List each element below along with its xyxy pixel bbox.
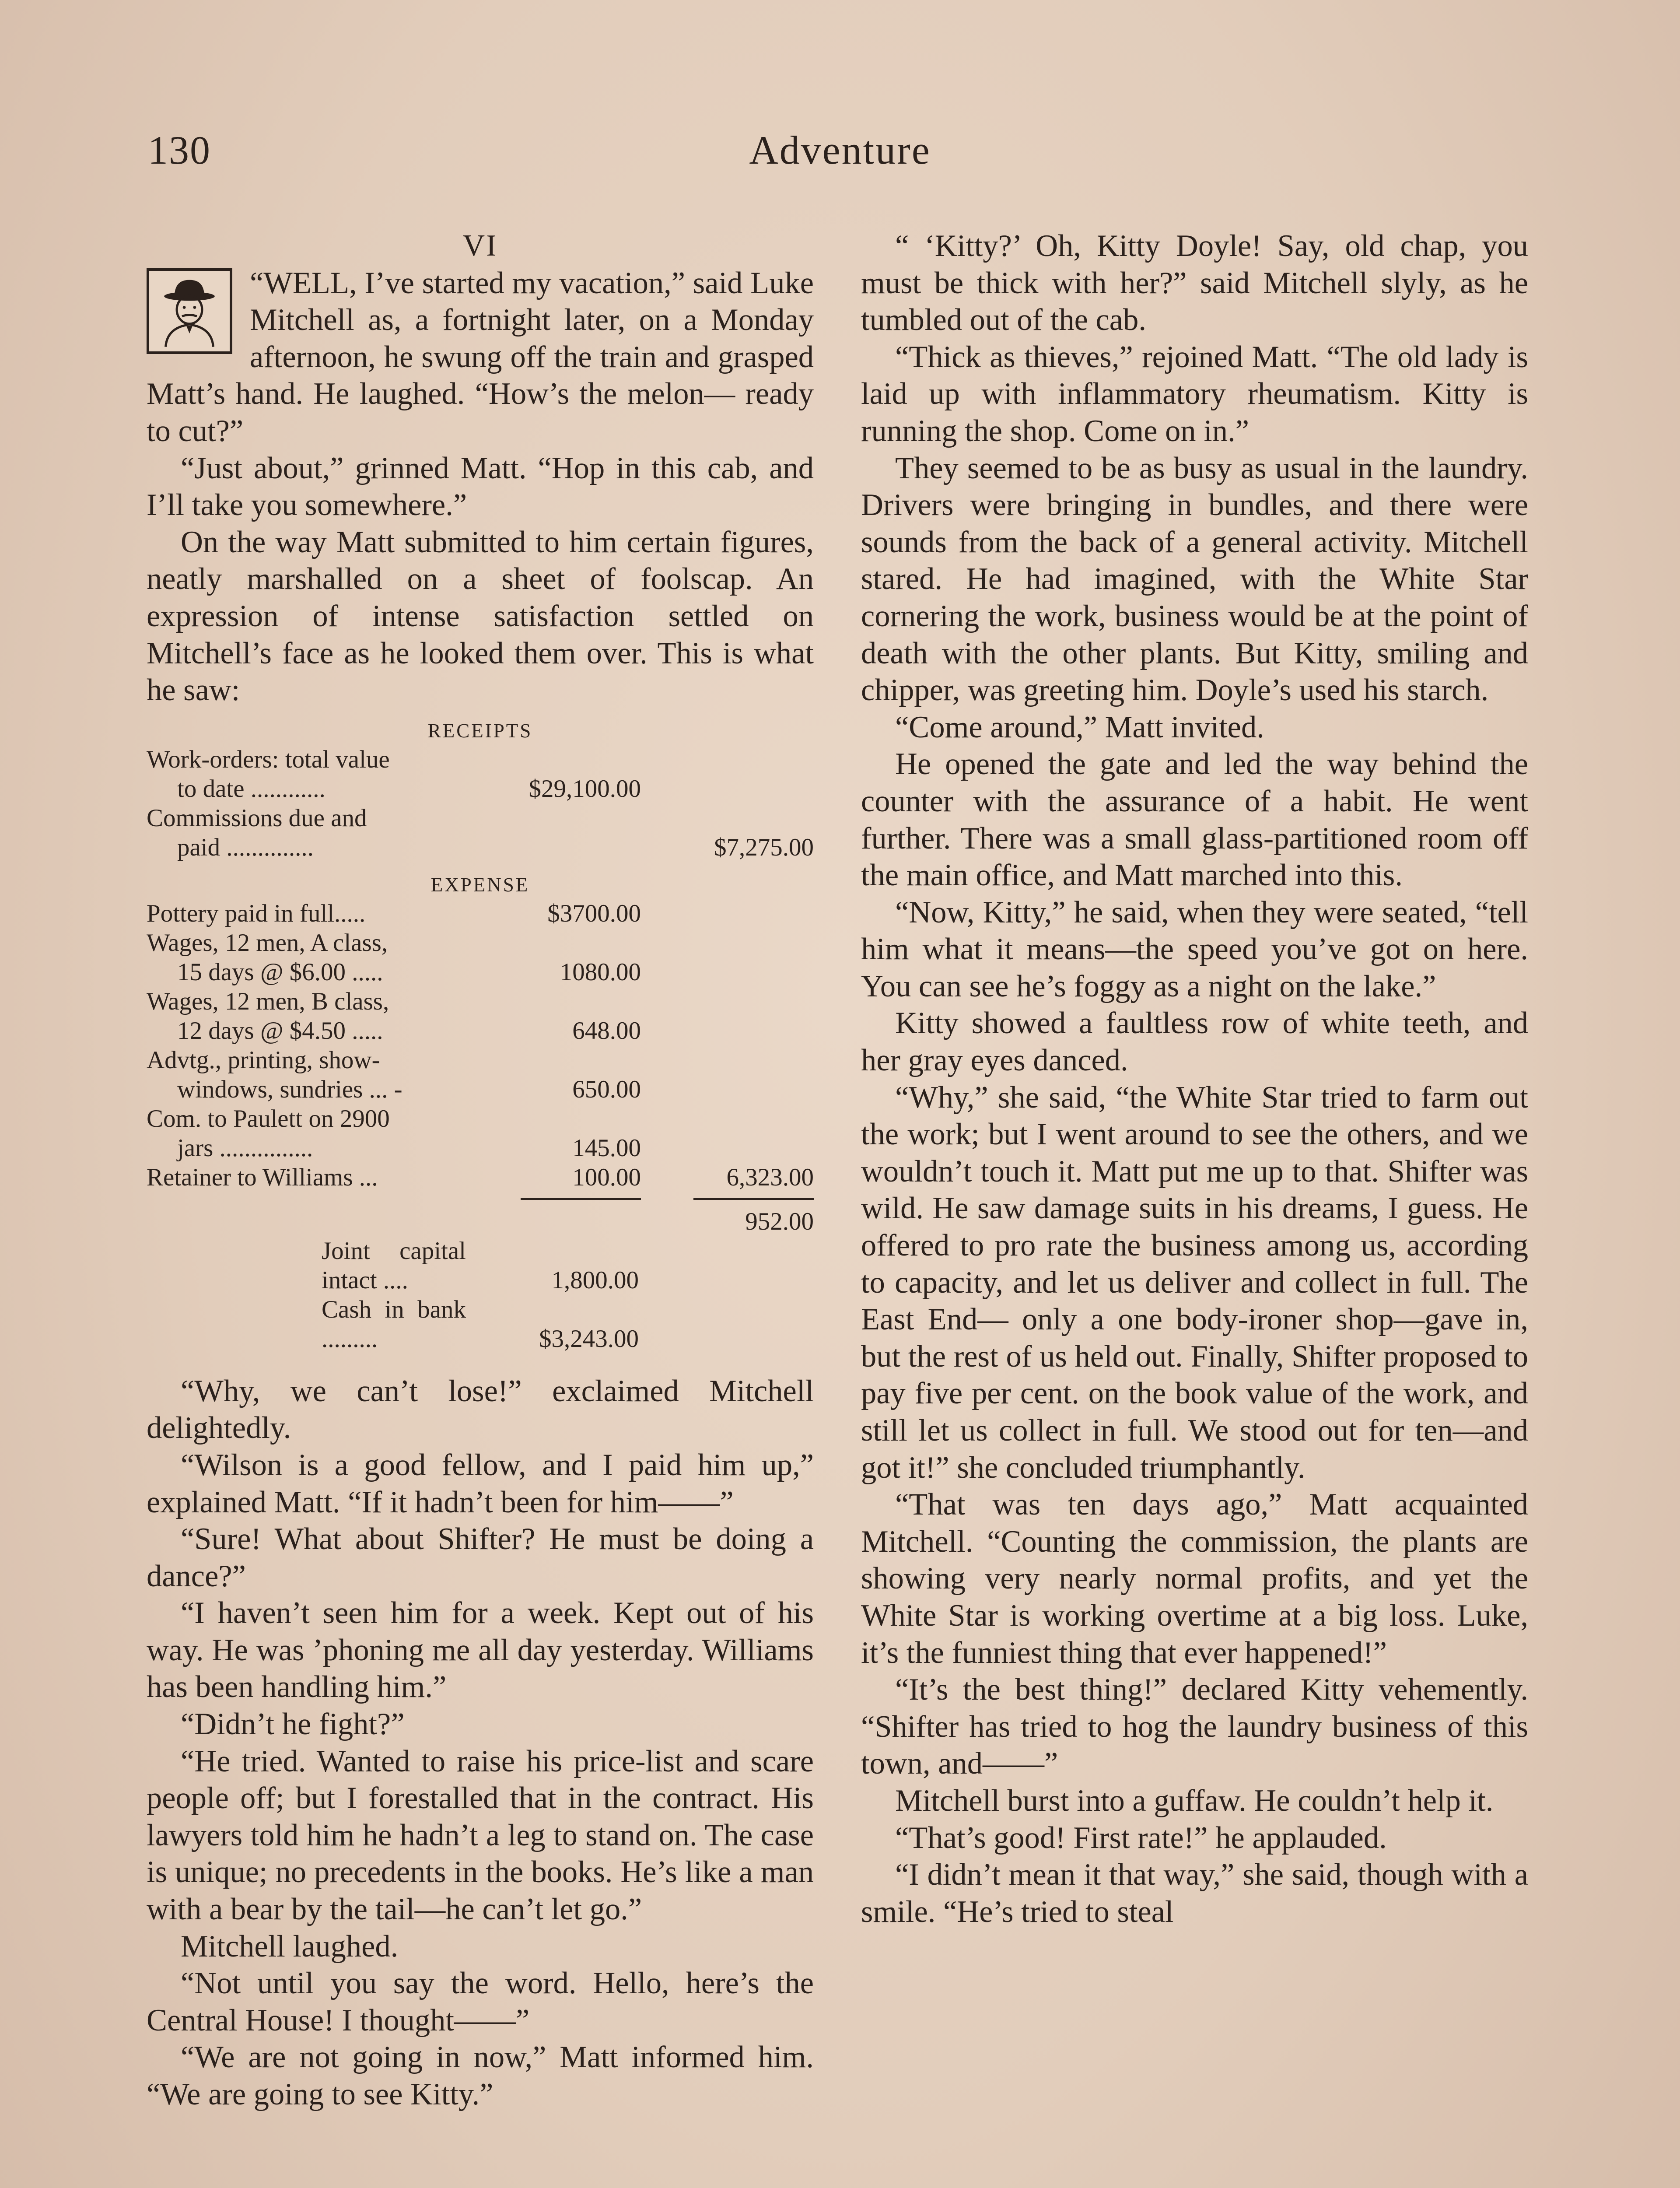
- ledger-label: Com. to Paulett on 2900: [147, 1105, 390, 1133]
- paragraph: “Not until you say the word. Hello, here’s the Central House! I thought——”: [147, 1966, 814, 2037]
- ledger-total: $3,243.00: [539, 1325, 639, 1353]
- financial-statement: [147, 717, 814, 1353]
- paragraph: “I didn’t mean it that way,” she said, though with a smile. “He’s tried to steal: [861, 1858, 1528, 1929]
- ledger-amount: 100.00: [572, 1163, 641, 1191]
- paragraph: “Just about,” grinned Matt. “Hop in this cab, and I’ll take you somewhere.”: [147, 451, 814, 522]
- ledger-row: [147, 745, 814, 803]
- ledger-amount: $3700.00: [547, 899, 641, 927]
- ledger-row: [147, 1045, 814, 1104]
- paragraph: “Why,” she said, “the White Star tried to farm out the work; but I went around to see the others, and we wouldn’t touch it. Matt put me up to that. Shifter was wild. He saw damage suits in his dreams, I guess. He offered to pro rate the business among us, according to capacity, and let us deliver and collect in full. The East End— only a one body-ironer shop—gave in, but the rest of us held out. Finally, Shifter proposed to pay five per cent. on the book value of the work, and still let us collect in full. We stood out for ten—and got it!” she concluded triumphantly.: [861, 1080, 1528, 1485]
- paragraph: He opened the gate and led the way behind the counter with the assurance of a habit. He went further. There was a small glass-partitioned room off the main office, and Matt marched into this.: [861, 747, 1528, 893]
- ledger-label: Wages, 12 men, B class,: [147, 987, 389, 1015]
- paragraph: “That’s good! First rate!” he applauded.: [895, 1820, 1387, 1855]
- ledger-row: [147, 1163, 814, 1192]
- paragraph: “Didn’t he fight?”: [181, 1707, 405, 1742]
- left-column: [147, 228, 814, 2113]
- man-in-bowler-hat-icon: [152, 274, 227, 348]
- ledger-amount: 145.00: [572, 1134, 641, 1162]
- ledger-row: [147, 1104, 814, 1163]
- paragraph: Kitty showed a faultless row of white teeth, and her gray eyes danced.: [861, 1006, 1528, 1078]
- paragraph: “Thick as thieves,” rejoined Matt. “The old lady is laid up with inflammatory rheumatism. Kitty is running the shop. Come on in.”: [861, 340, 1528, 448]
- ledger-label: Joint capital intact ....: [322, 1237, 466, 1294]
- page-number: 130: [148, 128, 211, 172]
- paragraph: “It’s the best thing!” declared Kitty vehemently. “Shifter has tried to hog the laundry business of this town, and——”: [861, 1673, 1528, 1781]
- paragraph: “He tried. Wanted to raise his price-list and scare people off; but I forestalled that in the contract. His lawyers told him he hadn’t a leg to stand on. The case is unique; no precedents in the books. He’s like a man with a bear by the tail—he can’t let go.”: [147, 1744, 814, 1927]
- ledger-label-cont: 12 days @ $4.50 .....: [177, 1017, 383, 1045]
- paragraph: “We are not going in now,” Matt informed him. “We are going to see Kitty.”: [147, 2040, 814, 2111]
- paragraph: “WELL, I’ve started my vacation,” said Luke Mitchell as, a fortnight later, on a Monday afternoon, he swung off the train and grasped Matt’s hand. He laughed. “How’s the melon— ready to cut?”: [147, 266, 814, 448]
- ledger-label: Retainer to Williams ...: [147, 1163, 378, 1191]
- ledger-row: [147, 928, 814, 987]
- paragraph: “I haven’t seen him for a week. Kept out of his way. He was ’phoning me all day yesterday. Williams has been handling him.”: [147, 1596, 814, 1704]
- paragraph: “That was ten days ago,” Matt acquainted Mitchell. “Counting the commission, the plants are showing very nearly normal profits, and yet the White Star is working overtime at a big loss. Luke, it’s the funniest thing that ever happened!”: [861, 1487, 1528, 1670]
- paragraph: “Now, Kitty,” he said, when they were seated, “tell him what it means—the speed you’ve got on here. You can see he’s foggy as a night on the lake.”: [861, 895, 1528, 1003]
- ledger-amount: 650.00: [572, 1075, 641, 1103]
- ledger-total: 1,800.00: [551, 1266, 639, 1294]
- paragraph: Mitchell laughed.: [181, 1929, 399, 1964]
- right-column: [861, 228, 1528, 1930]
- receipts-heading: RECEIPTS: [427, 719, 533, 742]
- ledger-label: Pottery paid in full.....: [147, 899, 366, 927]
- ledger-row: [147, 1295, 814, 1353]
- paragraph: “Sure! What about Shifter? He must be doing a dance?”: [147, 1522, 814, 1593]
- ledger-label: Cash in bank .........: [322, 1295, 466, 1353]
- ledger-label-cont: 15 days @ $6.00 .....: [177, 958, 383, 986]
- paragraph: “Why, we can’t lose!” exclaimed Mitchell delightedly.: [147, 1374, 814, 1445]
- ledger-label: Commissions due and: [147, 804, 367, 832]
- section-heading: VI: [462, 229, 498, 263]
- ledger-label: Advtg., printing, show-: [147, 1046, 380, 1074]
- paragraph: They seemed to be as busy as usual in the laundry. Drivers were bringing in bundles, and there were sounds from the back of a general activity. Mitchell stared. He had imagined, with the White Star cornering the work, business would be at the point of death with the other plants. But Kitty, smiling and chipper, was greeting him. Doyle’s used his starch.: [861, 451, 1528, 708]
- paragraph: “Come around,” Matt invited.: [895, 710, 1264, 744]
- ledger-label-cont: windows, sundries ... -: [177, 1075, 402, 1103]
- paragraph: On the way Matt submitted to him certain figures, neatly marshalled on a sheet of foolscap. An expression of intense satisfaction settled on Mitchell’s face as he looked them over. This is what he saw:: [147, 525, 814, 708]
- ledger-balance: 952.00: [745, 1207, 814, 1235]
- paragraph: “Wilson is a good fellow, and I paid him up,” explained Matt. “If it hadn’t been for him——”: [147, 1448, 814, 1519]
- ledger-amount: 1080.00: [560, 958, 641, 986]
- dropcap-illustration: [147, 268, 232, 354]
- ledger-amount: $29,100.00: [528, 775, 641, 803]
- ledger-label: Work-orders: total value: [147, 745, 390, 773]
- ledger-row: [147, 899, 814, 928]
- ledger-row: [147, 803, 814, 862]
- ledger-row: [147, 987, 814, 1045]
- paragraph: “ ‘Kitty?’ Oh, Kitty Doyle! Say, old chap, you must be thick with her?” said Mitchell slyly, as he tumbled out of the cab.: [861, 229, 1528, 337]
- ledger-label-cont: to date ............: [177, 775, 326, 803]
- ledger-total: 6,323.00: [726, 1163, 814, 1191]
- ledger-label: Wages, 12 men, A class,: [147, 929, 388, 957]
- sum-rules: [147, 1192, 814, 1207]
- ledger-row: [147, 1207, 814, 1236]
- ledger-label-cont: paid ..............: [177, 833, 314, 861]
- ledger-total: $7,275.00: [714, 833, 814, 861]
- ledger-row: [147, 1236, 814, 1295]
- paragraph: Mitchell burst into a guffaw. He couldn’t help it.: [895, 1783, 1494, 1818]
- running-head: Adventure: [749, 128, 931, 172]
- ledger-amount: 648.00: [572, 1017, 641, 1045]
- expense-heading: EXPENSE: [430, 873, 530, 896]
- ledger-label-cont: jars ...............: [177, 1134, 313, 1162]
